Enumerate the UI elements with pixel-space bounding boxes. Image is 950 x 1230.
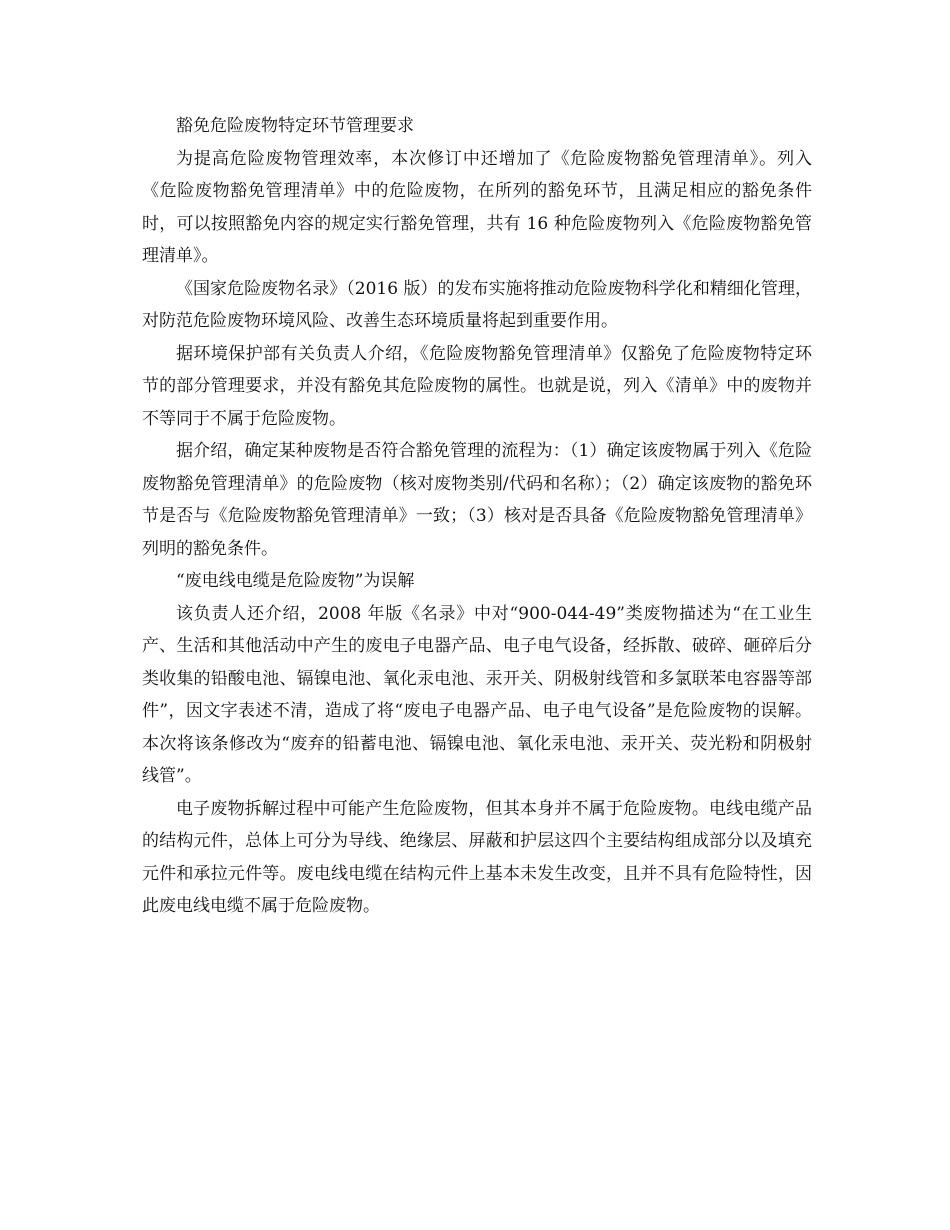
paragraph-catalog-release: 《国家危险废物名录》（2016 版）的发布实施将推动危险废物科学化和精细化管理，对防范危险废物环境风险、改善生态环境质量将起到重要作用。 — [142, 278, 812, 331]
paragraph-2008-catalog: 该负责人还介绍，2008 年版《名录》中对“900-044-49”类废物描述为“在工业生产、生活和其他活动中产生的废电子电器产品、电子电气设备，经拆散、破碎、砸碎后分类收集的铅酸电池、镉镍电池、氧化汞电池、汞开关、阴极射线管和多氯联苯电容器等部件”，因文字表述不清，造成了将“废电子电器产品、电子电气设备”是危险废物的误解。本次将该条修改为“废弃的铅蓄电池、镉镍电池、氧化汞电池、汞开关、荧光粉和阴极射线管”。 — [142, 603, 812, 786]
section-heading-cable-misunderstanding: “废电线电缆是危险废物”为误解 — [176, 571, 415, 591]
paragraph-official-remarks: 据环境保护部有关负责人介绍，《危险废物豁免管理清单》仅豁免了危险废物特定环节的部分管理要求，并没有豁免其危险废物的属性。也就是说，列入《清单》中的废物并不等同于不属于危险废物。 — [142, 343, 812, 429]
section-heading-exemption: 豁免危险废物特定环节管理要求 — [176, 116, 414, 136]
paragraph-exemption-list: 为提高危险废物管理效率，本次修订中还增加了《危险废物豁免管理清单》。列入《危险废物豁免管理清单》中的危险废物，在所列的豁免环节，且满足相应的豁免条件时，可以按照豁免内容的规定实行豁免管理，共有 16 种危险废物列入《危险废物豁免管理清单》。 — [142, 148, 812, 266]
document-page — [142, 110, 812, 923]
paragraph-electronic-waste: 电子废物拆解过程中可能产生危险废物，但其本身并不属于危险废物。电线电缆产品的结构元件，总体上可分为导线、绝缘层、屏蔽和护层这四个主要结构组成部分以及填充元件和承拉元件等。废电线电缆在结构元件上基本未发生改变，且并不具有危险特性，因此废电线电缆不属于危险废物。 — [142, 798, 812, 916]
paragraph-exemption-procedure: 据介绍，确定某种废物是否符合豁免管理的流程为：（1）确定该废物属于列入《危险废物豁免管理清单》的危险废物（核对废物类别/代码和名称）；（2）确定该废物的豁免环节是否与《危险废物豁免管理清单》一致；（3）核对是否具备《危险废物豁免管理清单》列明的豁免条件。 — [142, 441, 812, 559]
